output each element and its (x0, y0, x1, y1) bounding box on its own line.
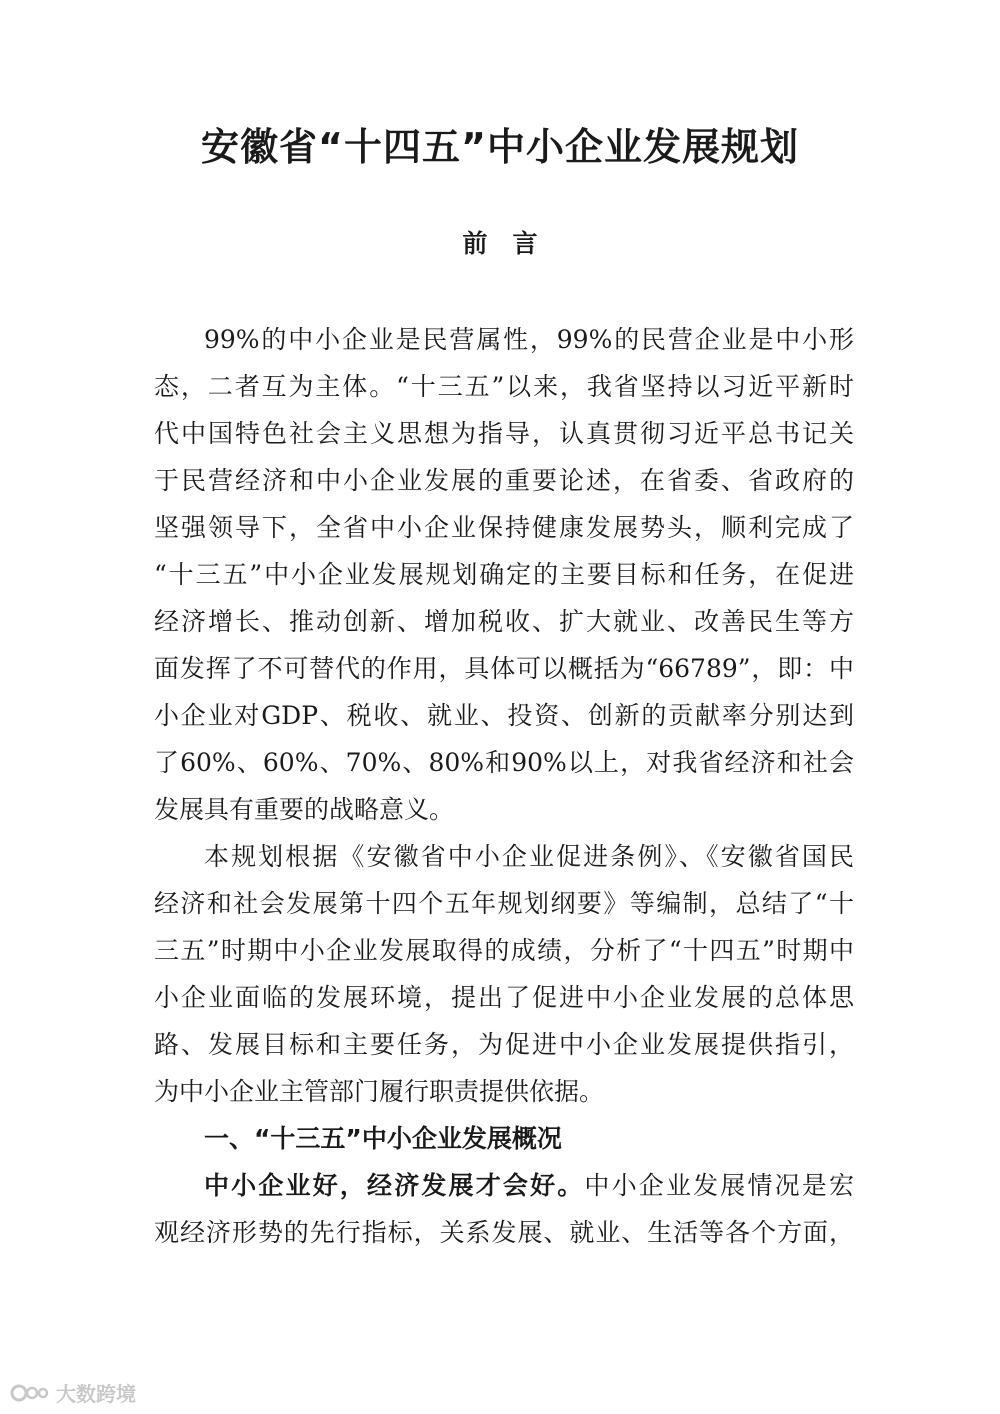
watermark-text: 大数跨境 (56, 1382, 136, 1406)
section-1-heading: 一、“十三五”中小企业发展概况 (204, 1124, 562, 1153)
paragraph-2-line: 经济和社会发展第十四个五年规划纲要》等编制，总结了“十 (154, 889, 854, 918)
paragraph-3-line-1-rest: 中小企业发展情况是宏 (584, 1171, 854, 1200)
paragraph-3-line: 观经济形势的先行指标，关系发展、就业、生活等各个方面， (154, 1218, 854, 1247)
preface-heading: 前 言 (462, 229, 538, 258)
paragraph-1-line: 面发挥了不可替代的作用，具体可以概括为“66789”，即：中 (154, 654, 854, 683)
document-title: 安徽省“十四五”中小企业发展规划 (201, 125, 799, 169)
paragraph-1-line: 经济增长、推动创新、增加税收、扩大就业、改善民生等方 (154, 607, 854, 636)
logo-icon (10, 1382, 50, 1404)
paragraph-2-line: 路、发展目标和主要任务，为促进中小企业发展提供指引， (154, 1030, 854, 1059)
paragraph-1-line: 99%的中小企业是民营属性，99%的民营企业是中小形 (204, 325, 854, 354)
paragraph-1-line: 发展具有重要的战略意义。 (154, 795, 455, 824)
paragraph-2-line: 本规划根据《安徽省中小企业促进条例》、《安徽省国民 (204, 842, 854, 871)
watermark (10, 1378, 136, 1407)
paragraph-1-line: 态，二者互为主体。“十三五”以来，我省坚持以习近平新时 (154, 372, 854, 401)
paragraph-1-line: “十三五”中小企业发展规划确定的主要目标和任务，在促进 (154, 560, 854, 589)
paragraph-3-line (154, 1162, 854, 1209)
paragraph-2-line: 为中小企业主管部门履行职责提供依据。 (154, 1077, 605, 1106)
paragraph-1-line: 小企业对GDP、税收、就业、投资、创新的贡献率分别达到 (154, 701, 854, 730)
paragraph-1-line: 坚强领导下，全省中小企业保持健康发展势头，顺利完成了 (154, 513, 854, 542)
document-body (154, 316, 854, 1256)
paragraph-2-line: 小企业面临的发展环境，提出了促进中小企业发展的总体思 (154, 983, 854, 1012)
paragraph-2-line: 三五”时期中小企业发展取得的成绩，分析了“十四五”时期中 (154, 936, 854, 965)
paragraph-1-line: 了60%、60%、70%、80%和90%以上，对我省经济和社会 (154, 748, 854, 777)
paragraph-3-lead: 中小企业好，经济发展才会好。 (204, 1171, 585, 1200)
paragraph-1-line: 代中国特色社会主义思想为指导，认真贯彻习近平总书记关 (154, 419, 854, 448)
paragraph-1-line: 于民营经济和中小企业发展的重要论述，在省委、省政府的 (154, 466, 854, 495)
